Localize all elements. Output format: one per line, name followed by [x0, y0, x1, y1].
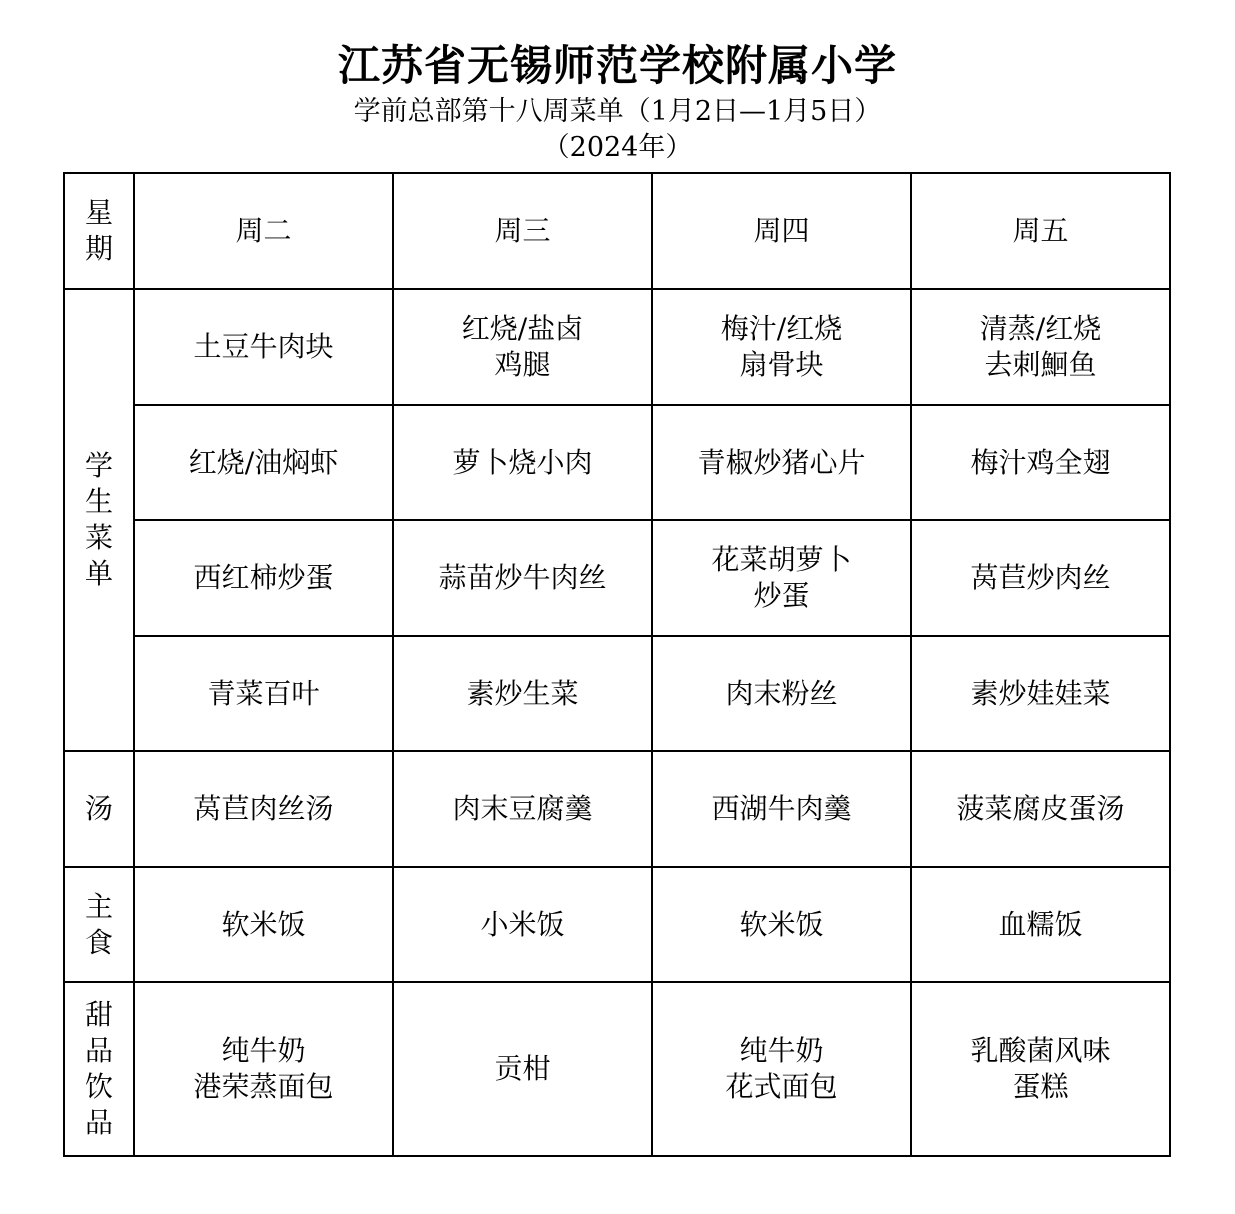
menu-cell: 土豆牛肉块 — [134, 289, 393, 405]
menu-cell: 菠菜腐皮蛋汤 — [911, 751, 1170, 867]
menu-cell: 素炒生菜 — [393, 636, 652, 751]
table-row — [64, 982, 1170, 1156]
menu-cell: 蒜苗炒牛肉丝 — [393, 520, 652, 636]
menu-cell: 肉末豆腐羹 — [393, 751, 652, 867]
menu-cell: 青椒炒猪心片 — [652, 405, 911, 520]
section-label-soup: 汤 — [64, 751, 134, 867]
menu-cell: 莴苣炒肉丝 — [911, 520, 1170, 636]
menu-cell: 莴苣肉丝汤 — [134, 751, 393, 867]
table-row — [64, 636, 1170, 751]
menu-cell: 软米饭 — [134, 867, 393, 982]
table-row — [64, 289, 1170, 405]
section-label-staple: 主 食 — [64, 867, 134, 982]
menu-cell: 红烧/油焖虾 — [134, 405, 393, 520]
menu-cell: 清蒸/红烧 去刺鮰鱼 — [911, 289, 1170, 405]
menu-cell: 萝卜烧小肉 — [393, 405, 652, 520]
table-header-row — [64, 173, 1170, 289]
menu-cell: 乳酸菌风味 蛋糕 — [911, 982, 1170, 1156]
weekly-menu-table — [63, 172, 1171, 1157]
menu-cell: 青菜百叶 — [134, 636, 393, 751]
menu-cell: 纯牛奶 港荣蒸面包 — [134, 982, 393, 1156]
menu-cell: 西红柿炒蛋 — [134, 520, 393, 636]
day-header-tue: 周二 — [134, 173, 393, 289]
menu-subtitle: 学前总部第十八周菜单（1月2日—1月5日） — [353, 96, 882, 127]
menu-cell: 花菜胡萝卜 炒蛋 — [652, 520, 911, 636]
menu-cell: 素炒娃娃菜 — [911, 636, 1170, 751]
corner-label: 星 期 — [64, 173, 134, 289]
menu-cell: 肉末粉丝 — [652, 636, 911, 751]
section-label-student-menu: 学 生 菜 单 — [64, 289, 134, 751]
menu-year: （2024年） — [542, 132, 693, 163]
table-row — [64, 405, 1170, 520]
table-row — [64, 751, 1170, 867]
menu-cell: 西湖牛肉羹 — [652, 751, 911, 867]
table-row — [64, 520, 1170, 636]
day-header-thu: 周四 — [652, 173, 911, 289]
menu-cell: 纯牛奶 花式面包 — [652, 982, 911, 1156]
table-row — [64, 867, 1170, 982]
menu-cell: 软米饭 — [652, 867, 911, 982]
menu-cell: 红烧/盐卤 鸡腿 — [393, 289, 652, 405]
menu-cell: 梅汁/红烧 扇骨块 — [652, 289, 911, 405]
section-label-dessert-drinks: 甜 品 饮 品 — [64, 982, 134, 1156]
menu-cell: 小米饭 — [393, 867, 652, 982]
day-header-wed: 周三 — [393, 173, 652, 289]
day-header-fri: 周五 — [911, 173, 1170, 289]
menu-cell: 梅汁鸡全翅 — [911, 405, 1170, 520]
page-title: 江苏省无锡师范学校附属小学 — [337, 41, 897, 90]
menu-cell: 血糯饭 — [911, 867, 1170, 982]
menu-cell: 贡柑 — [393, 982, 652, 1156]
